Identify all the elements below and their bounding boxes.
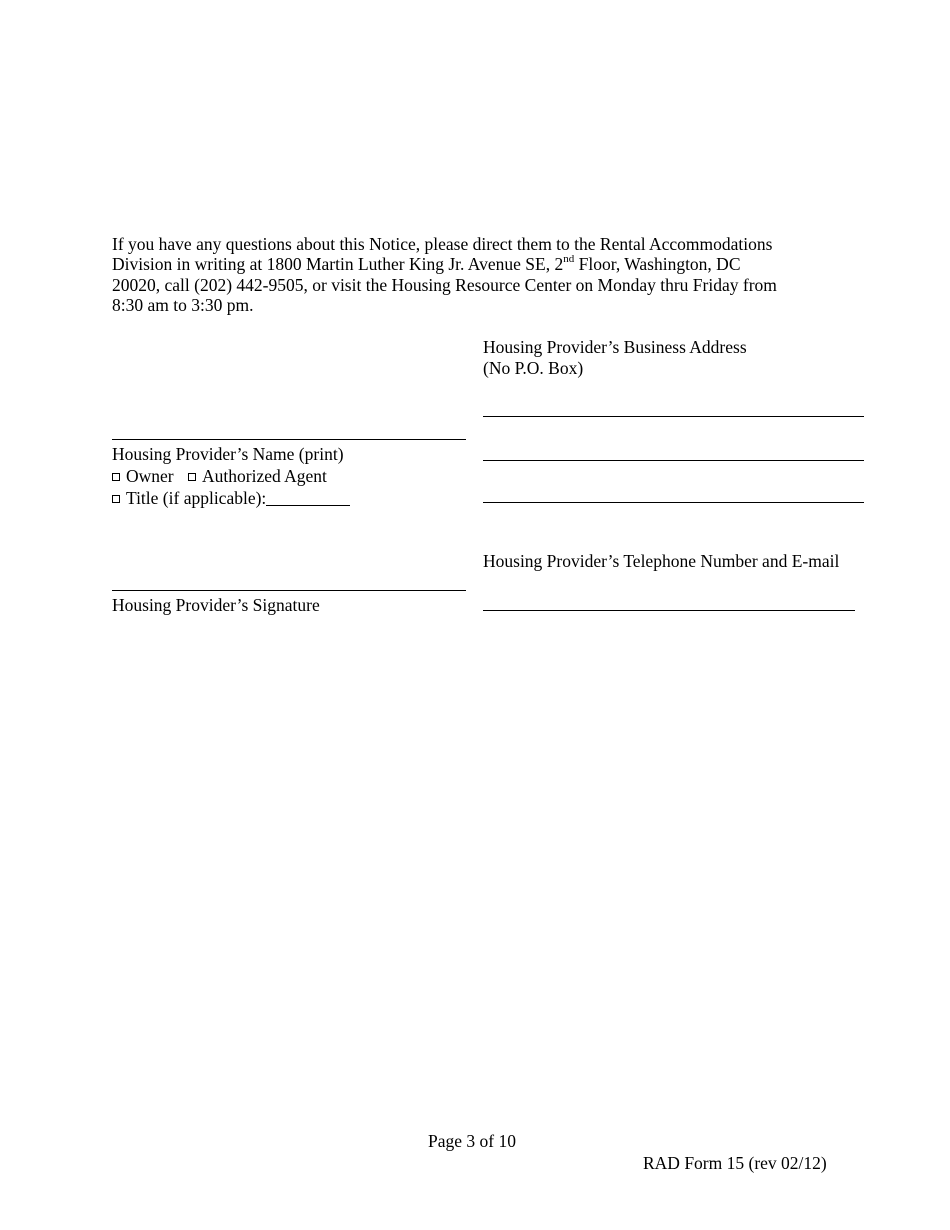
notice-line-2-start: Division in writing at 1800 Martin Luther King Jr. Avenue SE, 2 xyxy=(112,254,564,275)
notice-line-2-superscript: nd xyxy=(563,253,575,266)
owner-label: Owner xyxy=(126,466,174,486)
business-address-label: Housing Provider’s Business Address xyxy=(483,337,747,357)
business-address-line-2[interactable] xyxy=(483,460,864,461)
title-blank[interactable] xyxy=(266,491,350,506)
provider-name-label: Housing Provider’s Name (print) xyxy=(112,444,344,464)
contact-line[interactable] xyxy=(483,610,855,611)
notice-line-4: 8:30 am to 3:30 pm. xyxy=(112,294,254,315)
notice-line-2-end: Floor, Washington, DC xyxy=(574,254,741,275)
business-address-note: (No P.O. Box) xyxy=(483,358,584,378)
notice-line-3: 20020, call (202) 442-9505, or visit the Housing Resource Center on Monday thru Friday from xyxy=(112,274,777,295)
business-address-line-1[interactable] xyxy=(483,416,864,417)
notice-paragraph xyxy=(112,234,832,315)
owner-checkbox[interactable] xyxy=(112,473,120,481)
authorized-agent-checkbox[interactable] xyxy=(188,473,196,481)
page-number: Page 3 of 10 xyxy=(428,1131,516,1151)
title-row xyxy=(112,488,350,508)
form-identifier: RAD Form 15 (rev 02/12) xyxy=(643,1153,827,1173)
notice-line-2 xyxy=(112,254,832,274)
authorized-agent-label: Authorized Agent xyxy=(202,466,327,486)
role-options xyxy=(112,466,327,486)
notice-line-1: If you have any questions about this Notice, please direct them to the Rental Accommodations xyxy=(112,234,773,254)
business-address-line-3[interactable] xyxy=(483,502,864,503)
title-checkbox[interactable] xyxy=(112,495,120,503)
contact-label: Housing Provider’s Telephone Number and E-mail xyxy=(483,551,840,571)
signature-line[interactable] xyxy=(112,590,466,591)
title-label: Title (if applicable): xyxy=(126,488,267,508)
provider-name-line[interactable] xyxy=(112,439,466,440)
signature-label: Housing Provider’s Signature xyxy=(112,595,320,615)
